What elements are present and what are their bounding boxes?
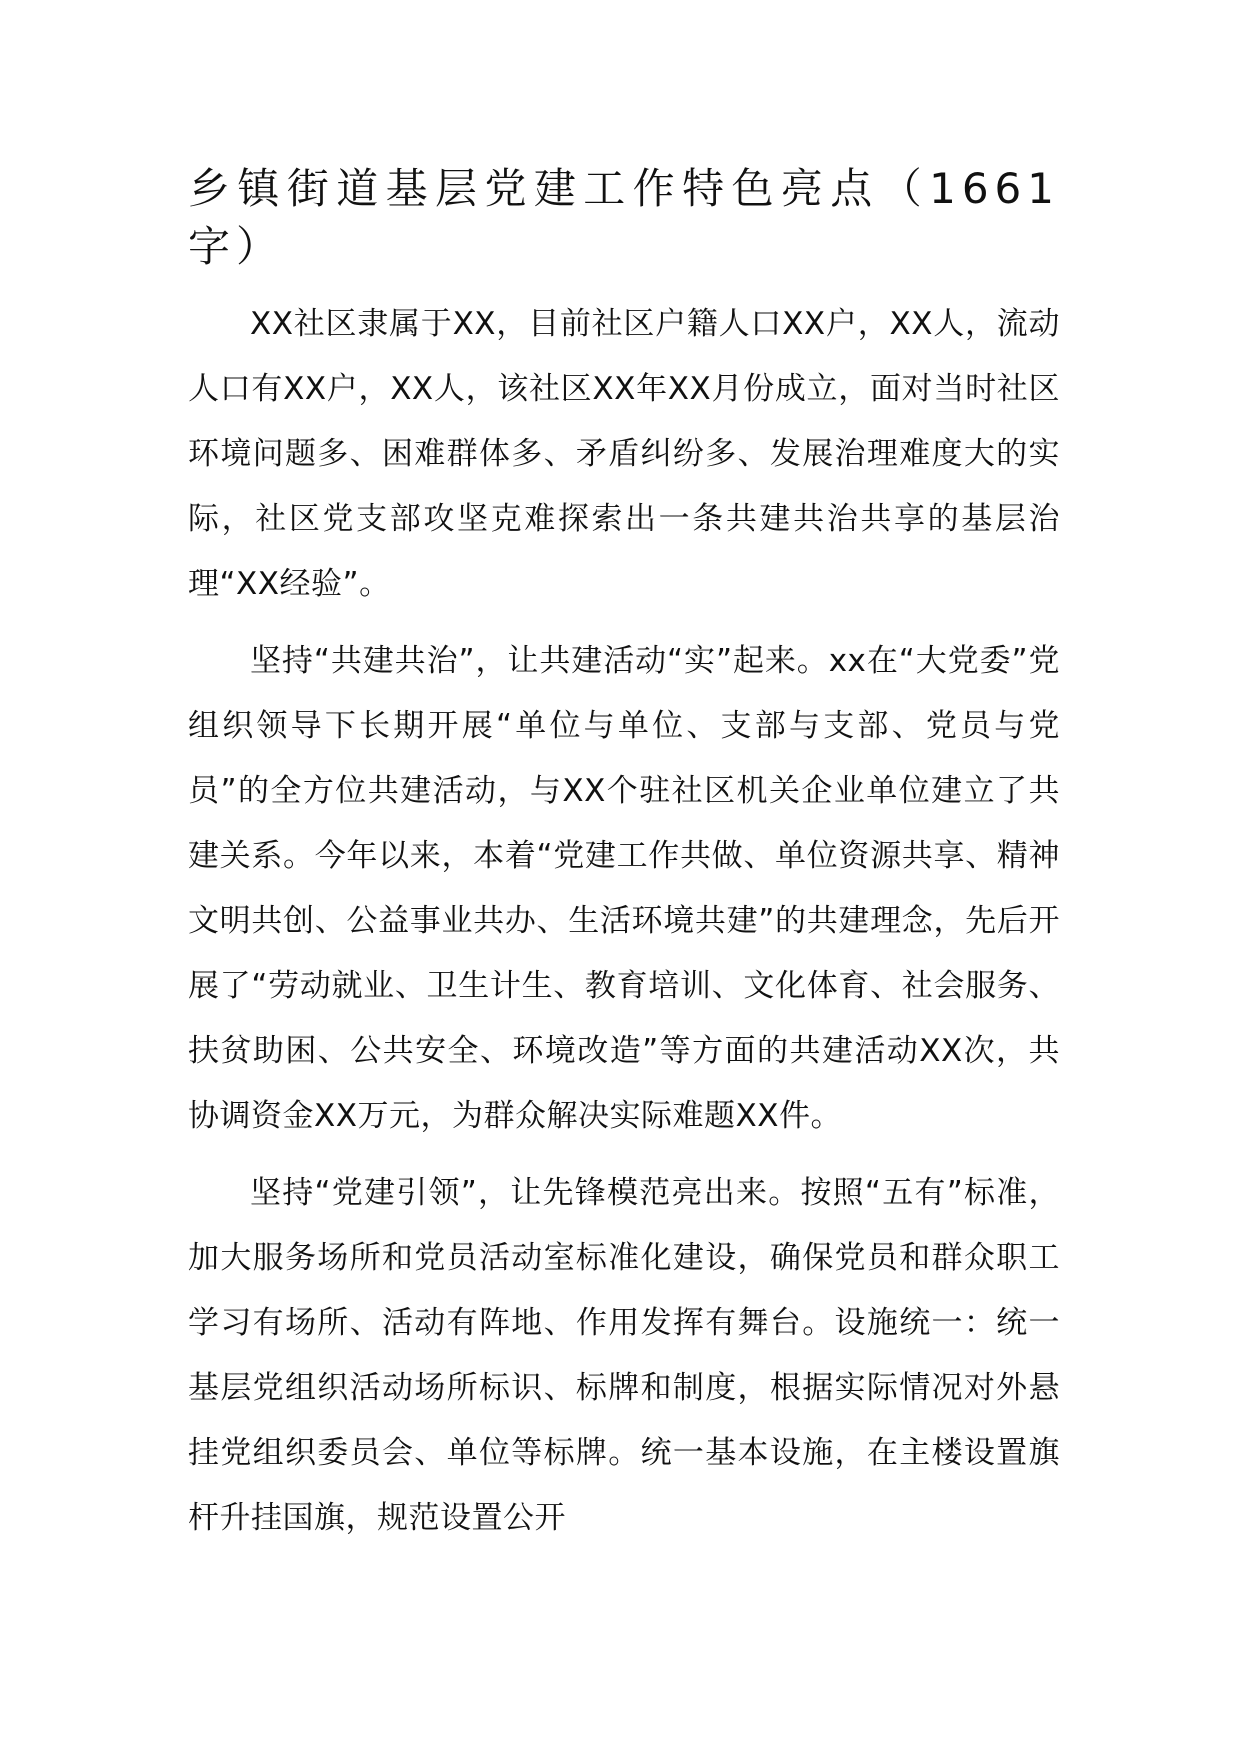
paragraph-community-overview: XX社区隶属于XX，目前社区户籍人口XX户，XX人，流动人口有XX户，XX人，该社区XX年XX月份成立，面对当时社区环境问题多、困难群体多、矛盾纠纷多、发展治理难度大的实际，社区党支部攻坚克难探索出一条共建共治共享的基层治理“XX经验”。: [188, 306, 1060, 602]
paragraph-co-construction: 坚持“共建共治”，让共建活动“实”起来。xx在“大党委”党组织领导下长期开展“单位与单位、支部与支部、党员与党员”的全方位共建活动，与XX个驻社区机关企业单位建立了共建关系。今年以来，本着“党建工作共做、单位资源共享、精神文明共创、公益事业共办、生活环境共建”的共建理念，先后开展了“劳动就业、卫生计生、教育培训、文化体育、社会服务、扶贫助困、公共安全、环境改造”等方面的共建活动XX次，共协调资金XX万元，为群众解决实际难题XX件。: [188, 643, 1060, 1134]
document-body: [188, 160, 1060, 1551]
paragraph-party-leadership: 坚持“党建引领”，让先锋模范亮出来。按照“五有”标准，加大服务场所和党员活动室标准化建设，确保党员和群众职工学习有场所、活动有阵地、作用发挥有舞台。设施统一：统一基层党组织活动场所标识、标牌和制度，根据实际情况对外悬挂党组织委员会、单位等标牌。统一基本设施，在主楼设置旗杆升挂国旗，规范设置公开: [188, 1175, 1060, 1536]
document-title: 乡镇街道基层党建工作特色亮点（1661字）: [188, 164, 1060, 271]
